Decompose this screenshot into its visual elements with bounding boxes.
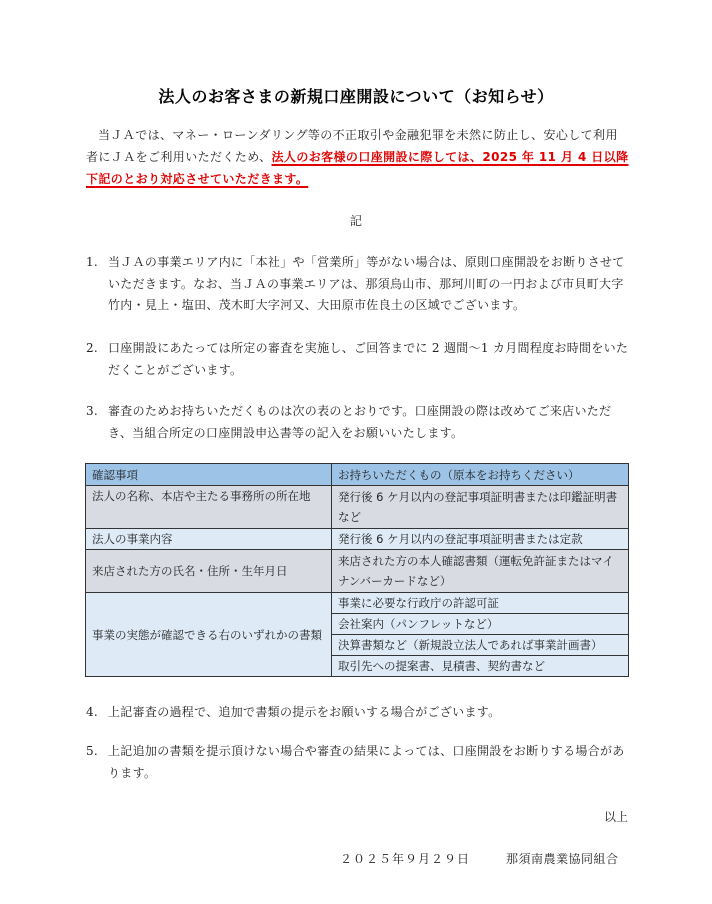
table-cell-item: 法人の名称、本店や主たる事務所の所在地 [86,486,332,529]
list-item [86,702,632,724]
ki-heading: 記 [349,214,362,228]
closing-mark: 以上 [603,810,628,824]
table-cell-item: 来店された方の氏名・住所・生年月日 [86,550,332,593]
intro-paragraph [86,124,630,190]
item-number: 5. [86,744,99,758]
table-header: お持ちいただくもの（原本をお持ちください） [332,464,629,486]
item-number: 4. [86,705,99,719]
footer [340,850,619,867]
item-text: 上記審査の過程で、追加で書類の提示をお願いする場合がございます。 [108,705,501,719]
table-cell-item: 事業の実態が確認できる右のいずれかの書類 [86,593,332,677]
table-cell-docs: 発行後 6 ケ月以内の登記事項証明書または定款 [332,529,629,550]
intro-highlight: 法人のお客様の口座開設に際しては、2025 年 11 月 4 日以降下記のとおり対応させていただきます。 [86,150,629,186]
list-item [86,741,632,784]
table-cell-docs: 決算書類など（新規設立法人であれば事業計画書） [332,635,629,656]
table-row [86,550,629,593]
organization-name: 那須南農業協同組合 [506,852,619,866]
table-cell-docs: 取引先への提案書、見積書、契約書など [332,656,629,677]
item-text: 審査のためお持ちいただくものは次の表のとおりです。口座開設の際は改めてご来店いただき、当組合所定の口座開設申込書等の記入をお願いいたします。 [108,404,612,440]
item-text: 当ＪＡの事業エリア内に「本社」や「営業所」等がない場合は、原則口座開設をお断りさせていただきます。なお、当ＪＡの事業エリアは、那須烏山市、那珂川町の一円および市貝町大字竹内・見上・塩田、茂木町大字河又、大田原市佐良土の区域でございます。 [108,255,625,312]
intro-text: 当ＪＡでは、マネー・ローンダリング等の不正取引や金融犯罪を未然に防止し、安心して利用者にＪＡをご利用いただくため、 [86,128,618,164]
documents-table [85,463,629,677]
item-number: 1. [86,255,99,269]
list-item [86,252,632,317]
item-number: 2. [86,341,99,355]
table-row [86,486,629,529]
list-item [86,401,632,444]
table-cell-item: 法人の事業内容 [86,529,332,550]
item-text: 上記追加の書類を提示頂けない場合や審査の結果によっては、口座開設をお断りする場合があります。 [108,744,625,780]
page-title: 法人のお客さまの新規口座開設について（お知らせ） [158,87,554,106]
item-number: 3. [86,404,99,418]
item-text: 口座開設にあたっては所定の審査を実施し、ご回答までに 2 週間～1 カ月間程度お時間をいただくことがございます。 [108,341,629,377]
table-header: 確認事項 [86,464,332,486]
table-row [86,529,629,550]
list-item [86,338,632,381]
table-cell-docs: 発行後 6 ケ月以内の登記事項証明書または印鑑証明書など [332,486,629,529]
table-cell-docs: 事業に必要な行政庁の許認可証 [332,593,629,614]
table-cell-docs: 来店された方の本人確認書類（運転免許証またはマイナンバーカードなど） [332,550,629,593]
table-cell-docs: 会社案内（パンフレットなど） [332,614,629,635]
table-header-row [86,464,629,486]
issue-date: ２０２５年９月２９日 [340,852,471,866]
table-row [86,593,629,614]
